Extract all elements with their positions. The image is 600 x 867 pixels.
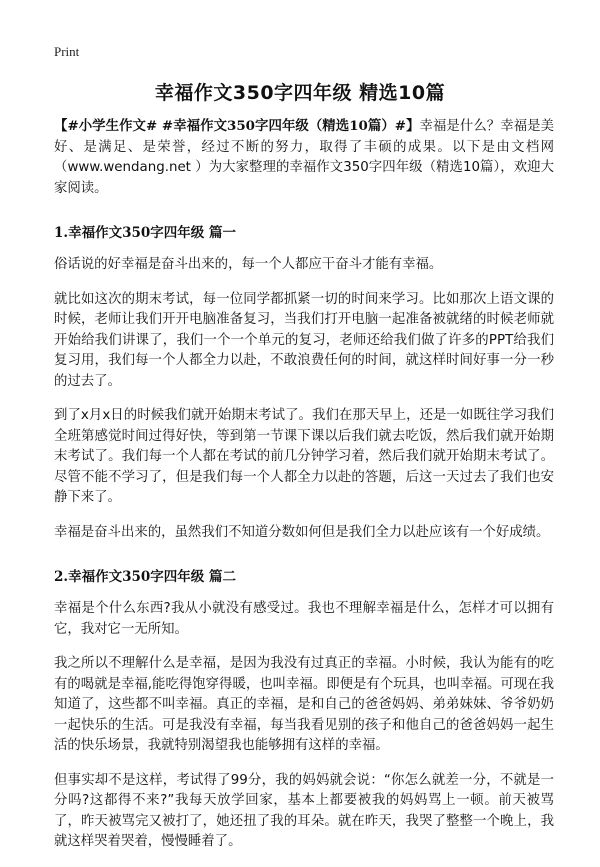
section-1-paragraph: 就比如这次的期末考试，每一位同学都抓紧一切的时间来学习。比如那次上语文课的时候，老师让我们开开电脑准备复习，当我们打开电脑一起准备被就绪的时候老师就开始给我们讲课了，我们一个一个单元的复习，老师还给我们做了许多的PPT给我们复习用，我们每一个人都全力以赴，不敢浪费任何的时间，就这样时间好事一分一秒的过去了。 [54, 291, 554, 389]
intro-text: 幸福是什么？幸福是美好、是满足、是荣誉，经过不断的努力，取得了丰硕的成果。以下是由文档网（www.wendang.net ）为大家整理的幸福作文350字四年级（精选10篇），欢迎大家阅读。 [54, 119, 554, 196]
section-heading-1: 1.幸福作文350字四年级 篇一 [54, 225, 236, 241]
print-label: Print [54, 44, 80, 59]
intro-paragraph [54, 116, 554, 199]
intro-tag: 【#小学生作文# #幸福作文350字四年级（精选10篇）#】 [54, 118, 420, 134]
section-1-paragraph: 幸福是奋斗出来的，虽然我们不知道分数如何但是我们全力以赴应该有一个好成绩。 [54, 524, 550, 540]
section-1-paragraph: 俗话说的好幸福是奋斗出来的，每一个人都应干奋斗才能有幸福。 [54, 257, 443, 272]
section-2-paragraph: 我之所以不理解什么是幸福，是因为我没有过真正的幸福。小时候，我认为能有的吃有的喝就是幸福,能吃得饱穿得暖，也叫幸福。即便是有个玩具，也叫幸福。可现在我知道了，这些都不叫幸福。真正的幸福，是和自己的爸爸妈妈、弟弟妹妹、爷爷奶奶一起快乐的生活。可是我没有幸福，每当我看见别的孩子和他自己的爸爸妈妈一起生活的快乐场景，我就特别渴望我也能够拥有这样的幸福。 [54, 656, 554, 753]
section-heading-2: 2.幸福作文350字四年级 篇二 [54, 569, 236, 585]
section-1-paragraph: 到了x月x日的时候我们就开始期末考试了。我们在那天早上，还是一如既往学习我们全班第感觉时间过得好快，等到第一节课下课以后我们就去吃饭，然后我们就开始期末考试了。我们每一个人都在考试的前几分钟学习着，然后我们就开始期末考试了。尽管不能不学习了，但是我们每一个人都全力以赴的答题，后这一天过去了我们也安静下来了。 [54, 408, 554, 505]
section-2-paragraph: 但事实却不是这样，考试得了99分，我的妈妈就会说：“你怎么就差一分，不就是一分吗?这都得不来?”我每天放学回家，基本上都要被我的妈妈骂上一顿。前天被骂了，昨天被骂完又被打了，她还扭了我的耳朵。就在昨天，我哭了整整一个晚上，我就这样哭着哭着，慢慢睡着了。 [54, 772, 554, 849]
section-2-paragraph: 幸福是个什么东西?我从小就没有感受过。我也不理解幸福是什么，怎样才可以拥有它，我对它一无所知。 [54, 601, 554, 637]
document-body [54, 116, 554, 867]
document-title: 幸福作文350字四年级 精选10篇 [154, 82, 446, 104]
